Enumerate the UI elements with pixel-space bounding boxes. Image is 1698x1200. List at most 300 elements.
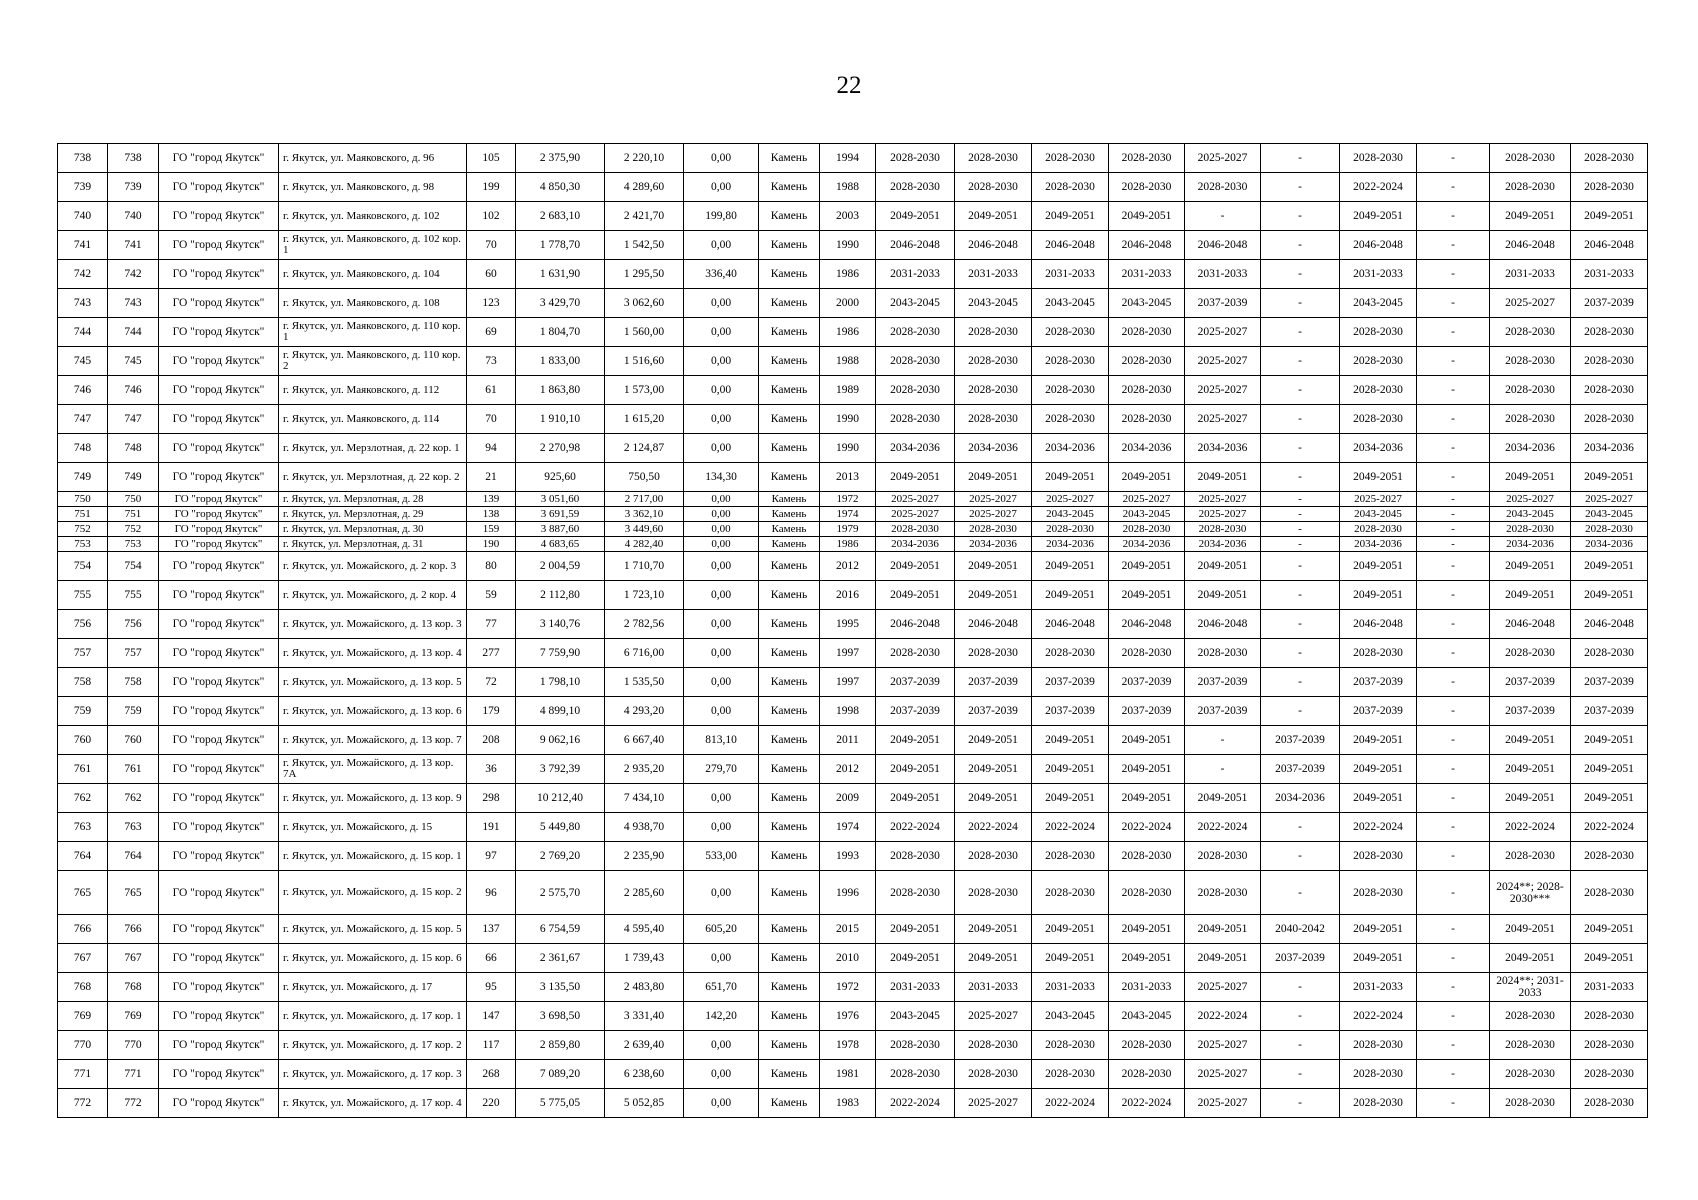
cell-work-period-8: - — [1417, 973, 1490, 1002]
cell-work-period-6: - — [1261, 1089, 1340, 1118]
cell-work-period-1: 2028-2030 — [876, 144, 955, 173]
cell-object-number: 746 — [108, 376, 159, 405]
cell-work-period-7: 2028-2030 — [1340, 1031, 1417, 1060]
table-row — [58, 639, 1648, 668]
cell-address: г. Якутск, ул. Мерзлотная, д. 22 кор. 2 — [279, 463, 467, 492]
cell-work-period-1: 2049-2051 — [876, 784, 955, 813]
cell-municipality: ГО "город Якутск" — [159, 537, 279, 552]
cell-work-period-1: 2031-2033 — [876, 260, 955, 289]
cell-work-period-9: 2028-2030 — [1490, 1089, 1571, 1118]
cell-address: г. Якутск, ул. Маяковского, д. 108 — [279, 289, 467, 318]
cell-work-period-8: - — [1417, 289, 1490, 318]
cell-work-period-8: - — [1417, 492, 1490, 507]
cell-address: г. Якутск, ул. Можайского, д. 17 кор. 1 — [279, 1002, 467, 1031]
cell-nonresidential-area: 0,00 — [684, 944, 759, 973]
cell-work-period-8: - — [1417, 813, 1490, 842]
cell-work-period-10: 2028-2030 — [1571, 871, 1648, 915]
cell-work-period-2: 2031-2033 — [955, 973, 1032, 1002]
cell-residents: 191 — [467, 813, 516, 842]
cell-row-number: 761 — [58, 755, 108, 784]
cell-work-period-8: - — [1417, 1060, 1490, 1089]
cell-wall-material: Камень — [759, 1031, 820, 1060]
cell-residents: 94 — [467, 434, 516, 463]
cell-total-area: 3 887,60 — [516, 522, 605, 537]
cell-object-number: 750 — [108, 492, 159, 507]
table-row — [58, 173, 1648, 202]
cell-address: г. Якутск, ул. Мерзлотная, д. 31 — [279, 537, 467, 552]
cell-work-period-7: 2028-2030 — [1340, 405, 1417, 434]
cell-living-area: 3 331,40 — [605, 1002, 684, 1031]
cell-object-number: 753 — [108, 537, 159, 552]
cell-municipality: ГО "город Якутск" — [159, 522, 279, 537]
housing-registry-table — [57, 143, 1648, 1118]
cell-row-number: 746 — [58, 376, 108, 405]
cell-work-period-5: 2037-2039 — [1185, 668, 1261, 697]
cell-work-period-2: 2034-2036 — [955, 537, 1032, 552]
cell-work-period-7: 2049-2051 — [1340, 784, 1417, 813]
cell-build-year: 2011 — [820, 726, 876, 755]
cell-municipality: ГО "город Якутск" — [159, 755, 279, 784]
table-row — [58, 755, 1648, 784]
cell-living-area: 6 238,60 — [605, 1060, 684, 1089]
cell-build-year: 2009 — [820, 784, 876, 813]
cell-living-area: 2 717,00 — [605, 492, 684, 507]
cell-build-year: 1979 — [820, 522, 876, 537]
cell-wall-material: Камень — [759, 173, 820, 202]
cell-address: г. Якутск, ул. Маяковского, д. 114 — [279, 405, 467, 434]
cell-work-period-7: 2049-2051 — [1340, 915, 1417, 944]
cell-work-period-6: 2040-2042 — [1261, 915, 1340, 944]
cell-nonresidential-area: 0,00 — [684, 231, 759, 260]
cell-work-period-10: 2034-2036 — [1571, 537, 1648, 552]
cell-work-period-1: 2028-2030 — [876, 173, 955, 202]
cell-work-period-1: 2037-2039 — [876, 697, 955, 726]
cell-work-period-8: - — [1417, 434, 1490, 463]
cell-work-period-8: - — [1417, 668, 1490, 697]
cell-work-period-3: 2049-2051 — [1032, 552, 1109, 581]
cell-row-number: 741 — [58, 231, 108, 260]
cell-total-area: 5 449,80 — [516, 813, 605, 842]
table-row — [58, 1002, 1648, 1031]
cell-nonresidential-area: 0,00 — [684, 813, 759, 842]
cell-work-period-10: 2028-2030 — [1571, 1002, 1648, 1031]
cell-work-period-8: - — [1417, 537, 1490, 552]
cell-work-period-4: 2028-2030 — [1109, 347, 1185, 376]
cell-work-period-3: 2022-2024 — [1032, 813, 1109, 842]
cell-nonresidential-area: 533,00 — [684, 842, 759, 871]
cell-work-period-4: 2028-2030 — [1109, 639, 1185, 668]
cell-work-period-6: - — [1261, 231, 1340, 260]
cell-work-period-1: 2028-2030 — [876, 842, 955, 871]
cell-wall-material: Камень — [759, 668, 820, 697]
cell-work-period-10: 2028-2030 — [1571, 173, 1648, 202]
cell-build-year: 1974 — [820, 507, 876, 522]
cell-work-period-4: 2028-2030 — [1109, 318, 1185, 347]
cell-work-period-7: 2046-2048 — [1340, 610, 1417, 639]
cell-work-period-3: 2028-2030 — [1032, 639, 1109, 668]
cell-row-number: 762 — [58, 784, 108, 813]
cell-wall-material: Камень — [759, 507, 820, 522]
cell-work-period-2: 2031-2033 — [955, 260, 1032, 289]
cell-wall-material: Камень — [759, 347, 820, 376]
table-row — [58, 784, 1648, 813]
cell-row-number: 770 — [58, 1031, 108, 1060]
cell-address: г. Якутск, ул. Маяковского, д. 112 — [279, 376, 467, 405]
cell-work-period-1: 2028-2030 — [876, 871, 955, 915]
cell-work-period-3: 2028-2030 — [1032, 376, 1109, 405]
cell-work-period-9: 2049-2051 — [1490, 944, 1571, 973]
cell-work-period-2: 2028-2030 — [955, 522, 1032, 537]
cell-row-number: 743 — [58, 289, 108, 318]
cell-municipality: ГО "город Якутск" — [159, 726, 279, 755]
cell-work-period-3: 2049-2051 — [1032, 726, 1109, 755]
cell-work-period-10: 2028-2030 — [1571, 144, 1648, 173]
cell-work-period-7: 2043-2045 — [1340, 507, 1417, 522]
cell-total-area: 2 112,80 — [516, 581, 605, 610]
table-row — [58, 871, 1648, 915]
cell-work-period-9: 2034-2036 — [1490, 537, 1571, 552]
cell-total-area: 4 899,10 — [516, 697, 605, 726]
cell-wall-material: Камень — [759, 318, 820, 347]
cell-work-period-9: 2046-2048 — [1490, 610, 1571, 639]
cell-row-number: 767 — [58, 944, 108, 973]
cell-object-number: 771 — [108, 1060, 159, 1089]
cell-work-period-8: - — [1417, 755, 1490, 784]
cell-object-number: 738 — [108, 144, 159, 173]
cell-work-period-6: - — [1261, 260, 1340, 289]
cell-work-period-4: 2034-2036 — [1109, 434, 1185, 463]
cell-work-period-6: 2037-2039 — [1261, 726, 1340, 755]
cell-work-period-3: 2043-2045 — [1032, 289, 1109, 318]
cell-work-period-10: 2028-2030 — [1571, 318, 1648, 347]
cell-work-period-6: - — [1261, 813, 1340, 842]
cell-living-area: 2 124,87 — [605, 434, 684, 463]
cell-work-period-7: 2037-2039 — [1340, 697, 1417, 726]
cell-municipality: ГО "город Якутск" — [159, 552, 279, 581]
cell-nonresidential-area: 813,10 — [684, 726, 759, 755]
cell-municipality: ГО "город Якутск" — [159, 697, 279, 726]
cell-living-area: 3 062,60 — [605, 289, 684, 318]
cell-work-period-6: - — [1261, 347, 1340, 376]
cell-living-area: 5 052,85 — [605, 1089, 684, 1118]
cell-work-period-6: - — [1261, 842, 1340, 871]
cell-total-area: 9 062,16 — [516, 726, 605, 755]
cell-address: г. Якутск, ул. Можайского, д. 15 — [279, 813, 467, 842]
cell-living-area: 2 220,10 — [605, 144, 684, 173]
cell-work-period-9: 2025-2027 — [1490, 289, 1571, 318]
cell-work-period-10: 2028-2030 — [1571, 522, 1648, 537]
cell-work-period-9: 2028-2030 — [1490, 144, 1571, 173]
cell-address: г. Якутск, ул. Можайского, д. 15 кор. 2 — [279, 871, 467, 915]
cell-living-area: 2 235,90 — [605, 842, 684, 871]
cell-work-period-6: 2037-2039 — [1261, 944, 1340, 973]
cell-work-period-6: - — [1261, 405, 1340, 434]
cell-build-year: 1981 — [820, 1060, 876, 1089]
cell-address: г. Якутск, ул. Можайского, д. 13 кор. 9 — [279, 784, 467, 813]
cell-wall-material: Камень — [759, 376, 820, 405]
cell-work-period-9: 2025-2027 — [1490, 492, 1571, 507]
cell-residents: 139 — [467, 492, 516, 507]
cell-work-period-5: 2022-2024 — [1185, 813, 1261, 842]
cell-work-period-3: 2037-2039 — [1032, 697, 1109, 726]
cell-municipality: ГО "город Якутск" — [159, 610, 279, 639]
cell-object-number: 760 — [108, 726, 159, 755]
cell-work-period-6: - — [1261, 610, 1340, 639]
cell-object-number: 772 — [108, 1089, 159, 1118]
cell-work-period-8: - — [1417, 507, 1490, 522]
cell-municipality: ГО "город Якутск" — [159, 813, 279, 842]
cell-nonresidential-area: 0,00 — [684, 668, 759, 697]
cell-work-period-1: 2046-2048 — [876, 231, 955, 260]
cell-total-area: 1 833,00 — [516, 347, 605, 376]
cell-row-number: 752 — [58, 522, 108, 537]
cell-living-area: 1 560,00 — [605, 318, 684, 347]
cell-total-area: 2 361,67 — [516, 944, 605, 973]
cell-build-year: 1983 — [820, 1089, 876, 1118]
cell-wall-material: Камень — [759, 434, 820, 463]
cell-row-number: 738 — [58, 144, 108, 173]
cell-build-year: 2000 — [820, 289, 876, 318]
cell-living-area: 1 295,50 — [605, 260, 684, 289]
cell-work-period-9: 2043-2045 — [1490, 507, 1571, 522]
cell-work-period-3: 2049-2051 — [1032, 915, 1109, 944]
cell-work-period-5: 2025-2027 — [1185, 973, 1261, 1002]
cell-work-period-9: 2049-2051 — [1490, 202, 1571, 231]
cell-work-period-2: 2043-2045 — [955, 289, 1032, 318]
cell-object-number: 765 — [108, 871, 159, 915]
cell-municipality: ГО "город Якутск" — [159, 405, 279, 434]
cell-work-period-9: 2031-2033 — [1490, 260, 1571, 289]
cell-object-number: 749 — [108, 463, 159, 492]
cell-wall-material: Камень — [759, 697, 820, 726]
cell-work-period-9: 2037-2039 — [1490, 697, 1571, 726]
cell-object-number: 748 — [108, 434, 159, 463]
cell-row-number: 769 — [58, 1002, 108, 1031]
cell-work-period-8: - — [1417, 318, 1490, 347]
cell-work-period-5: 2046-2048 — [1185, 231, 1261, 260]
cell-work-period-9: 2028-2030 — [1490, 347, 1571, 376]
cell-wall-material: Камень — [759, 784, 820, 813]
cell-total-area: 3 691,59 — [516, 507, 605, 522]
cell-work-period-4: 2028-2030 — [1109, 405, 1185, 434]
table-row — [58, 463, 1648, 492]
table-row — [58, 813, 1648, 842]
cell-row-number: 759 — [58, 697, 108, 726]
cell-work-period-1: 2028-2030 — [876, 1060, 955, 1089]
table-row — [58, 581, 1648, 610]
cell-work-period-6: - — [1261, 1060, 1340, 1089]
cell-municipality: ГО "город Якутск" — [159, 668, 279, 697]
cell-work-period-5: 2025-2027 — [1185, 376, 1261, 405]
cell-row-number: 744 — [58, 318, 108, 347]
cell-nonresidential-area: 0,00 — [684, 289, 759, 318]
table-row — [58, 522, 1648, 537]
cell-wall-material: Камень — [759, 581, 820, 610]
cell-work-period-5: 2049-2051 — [1185, 463, 1261, 492]
cell-living-area: 4 595,40 — [605, 915, 684, 944]
cell-residents: 80 — [467, 552, 516, 581]
cell-total-area: 5 775,05 — [516, 1089, 605, 1118]
cell-work-period-3: 2028-2030 — [1032, 347, 1109, 376]
cell-work-period-1: 2028-2030 — [876, 405, 955, 434]
cell-address: г. Якутск, ул. Можайского, д. 17 кор. 4 — [279, 1089, 467, 1118]
cell-work-period-7: 2049-2051 — [1340, 944, 1417, 973]
cell-object-number: 739 — [108, 173, 159, 202]
cell-work-period-1: 2049-2051 — [876, 915, 955, 944]
cell-work-period-1: 2049-2051 — [876, 755, 955, 784]
cell-nonresidential-area: 0,00 — [684, 507, 759, 522]
cell-living-area: 6 716,00 — [605, 639, 684, 668]
cell-work-period-4: 2043-2045 — [1109, 289, 1185, 318]
cell-work-period-5: 2049-2051 — [1185, 552, 1261, 581]
cell-total-area: 3 140,76 — [516, 610, 605, 639]
cell-build-year: 1978 — [820, 1031, 876, 1060]
cell-nonresidential-area: 0,00 — [684, 405, 759, 434]
cell-wall-material: Камень — [759, 726, 820, 755]
cell-work-period-2: 2028-2030 — [955, 1031, 1032, 1060]
table-row — [58, 260, 1648, 289]
cell-work-period-9: 2049-2051 — [1490, 463, 1571, 492]
table-row — [58, 973, 1648, 1002]
cell-work-period-5: 2037-2039 — [1185, 697, 1261, 726]
table-row — [58, 610, 1648, 639]
cell-address: г. Якутск, ул. Маяковского, д. 102 — [279, 202, 467, 231]
cell-address: г. Якутск, ул. Можайского, д. 17 — [279, 973, 467, 1002]
cell-nonresidential-area: 336,40 — [684, 260, 759, 289]
cell-work-period-10: 2049-2051 — [1571, 726, 1648, 755]
cell-address: г. Якутск, ул. Мерзлотная, д. 28 — [279, 492, 467, 507]
cell-object-number: 754 — [108, 552, 159, 581]
cell-nonresidential-area: 0,00 — [684, 1031, 759, 1060]
cell-work-period-1: 2022-2024 — [876, 1089, 955, 1118]
cell-municipality: ГО "город Якутск" — [159, 639, 279, 668]
cell-work-period-6: - — [1261, 492, 1340, 507]
cell-total-area: 2 769,20 — [516, 842, 605, 871]
cell-work-period-10: 2028-2030 — [1571, 405, 1648, 434]
table-row — [58, 552, 1648, 581]
cell-object-number: 766 — [108, 915, 159, 944]
cell-municipality: ГО "город Якутск" — [159, 581, 279, 610]
cell-work-period-2: 2049-2051 — [955, 726, 1032, 755]
table-row — [58, 376, 1648, 405]
cell-work-period-3: 2028-2030 — [1032, 144, 1109, 173]
cell-residents: 36 — [467, 755, 516, 784]
cell-work-period-7: 2046-2048 — [1340, 231, 1417, 260]
cell-object-number: 751 — [108, 507, 159, 522]
cell-object-number: 745 — [108, 347, 159, 376]
cell-work-period-10: 2037-2039 — [1571, 668, 1648, 697]
cell-work-period-2: 2049-2051 — [955, 944, 1032, 973]
cell-work-period-8: - — [1417, 842, 1490, 871]
cell-work-period-10: 2028-2030 — [1571, 1060, 1648, 1089]
page-number: 22 — [836, 72, 862, 99]
cell-work-period-2: 2028-2030 — [955, 173, 1032, 202]
cell-work-period-2: 2049-2051 — [955, 915, 1032, 944]
cell-work-period-9: 2028-2030 — [1490, 522, 1571, 537]
cell-work-period-3: 2046-2048 — [1032, 610, 1109, 639]
cell-wall-material: Камень — [759, 405, 820, 434]
cell-total-area: 7 089,20 — [516, 1060, 605, 1089]
cell-work-period-3: 2049-2051 — [1032, 463, 1109, 492]
cell-residents: 159 — [467, 522, 516, 537]
cell-object-number: 758 — [108, 668, 159, 697]
cell-work-period-5: 2025-2027 — [1185, 318, 1261, 347]
cell-row-number: 764 — [58, 842, 108, 871]
cell-work-period-9: 2028-2030 — [1490, 1060, 1571, 1089]
cell-work-period-2: 2028-2030 — [955, 376, 1032, 405]
cell-work-period-10: 2034-2036 — [1571, 434, 1648, 463]
cell-row-number: 745 — [58, 347, 108, 376]
cell-nonresidential-area: 0,00 — [684, 347, 759, 376]
cell-wall-material: Камень — [759, 1060, 820, 1089]
cell-work-period-7: 2028-2030 — [1340, 347, 1417, 376]
cell-work-period-4: 2049-2051 — [1109, 463, 1185, 492]
cell-work-period-9: 2049-2051 — [1490, 726, 1571, 755]
cell-work-period-5: 2025-2027 — [1185, 1031, 1261, 1060]
cell-total-area: 6 754,59 — [516, 915, 605, 944]
cell-build-year: 1972 — [820, 973, 876, 1002]
cell-total-area: 1 778,70 — [516, 231, 605, 260]
cell-residents: 60 — [467, 260, 516, 289]
cell-living-area: 4 293,20 — [605, 697, 684, 726]
cell-work-period-3: 2028-2030 — [1032, 871, 1109, 915]
cell-work-period-8: - — [1417, 871, 1490, 915]
cell-work-period-7: 2028-2030 — [1340, 871, 1417, 915]
cell-work-period-4: 2037-2039 — [1109, 697, 1185, 726]
cell-work-period-8: - — [1417, 260, 1490, 289]
cell-work-period-2: 2025-2027 — [955, 507, 1032, 522]
cell-work-period-6: - — [1261, 202, 1340, 231]
cell-municipality: ГО "город Якутск" — [159, 871, 279, 915]
cell-build-year: 2003 — [820, 202, 876, 231]
cell-row-number: 755 — [58, 581, 108, 610]
cell-work-period-6: - — [1261, 1031, 1340, 1060]
cell-work-period-8: - — [1417, 463, 1490, 492]
cell-build-year: 1986 — [820, 260, 876, 289]
cell-residents: 137 — [467, 915, 516, 944]
cell-wall-material: Камень — [759, 463, 820, 492]
cell-work-period-5: 2025-2027 — [1185, 1060, 1261, 1089]
cell-work-period-5: - — [1185, 726, 1261, 755]
cell-work-period-4: 2049-2051 — [1109, 726, 1185, 755]
cell-address: г. Якутск, ул. Можайского, д. 2 кор. 3 — [279, 552, 467, 581]
cell-total-area: 2 859,80 — [516, 1031, 605, 1060]
cell-work-period-6: - — [1261, 144, 1340, 173]
cell-row-number: 768 — [58, 973, 108, 1002]
cell-total-area: 2 004,59 — [516, 552, 605, 581]
cell-wall-material: Камень — [759, 289, 820, 318]
cell-work-period-6: - — [1261, 1002, 1340, 1031]
cell-wall-material: Камень — [759, 537, 820, 552]
table-row — [58, 507, 1648, 522]
cell-row-number: 747 — [58, 405, 108, 434]
cell-work-period-6: - — [1261, 552, 1340, 581]
cell-municipality: ГО "город Якутск" — [159, 973, 279, 1002]
cell-work-period-2: 2028-2030 — [955, 347, 1032, 376]
cell-address: г. Якутск, ул. Можайского, д. 15 кор. 5 — [279, 915, 467, 944]
cell-residents: 268 — [467, 1060, 516, 1089]
cell-living-area: 2 935,20 — [605, 755, 684, 784]
cell-work-period-6: - — [1261, 639, 1340, 668]
cell-work-period-5: 2034-2036 — [1185, 434, 1261, 463]
cell-work-period-4: 2031-2033 — [1109, 260, 1185, 289]
cell-work-period-4: 2034-2036 — [1109, 537, 1185, 552]
cell-municipality: ГО "город Якутск" — [159, 463, 279, 492]
cell-municipality: ГО "город Якутск" — [159, 231, 279, 260]
cell-work-period-7: 2022-2024 — [1340, 173, 1417, 202]
cell-work-period-10: 2046-2048 — [1571, 610, 1648, 639]
cell-work-period-5: 2025-2027 — [1185, 144, 1261, 173]
